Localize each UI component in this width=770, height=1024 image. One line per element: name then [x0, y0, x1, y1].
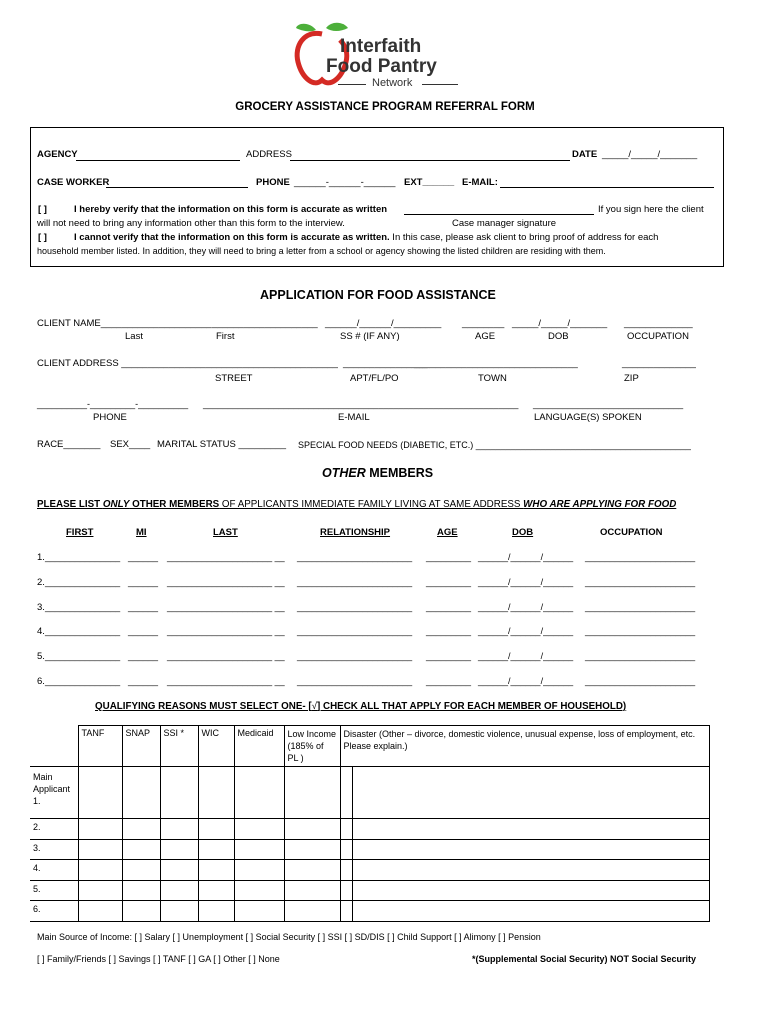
qual-row-label: Main Applicant 1. — [30, 767, 78, 819]
email-input[interactable] — [500, 187, 714, 188]
caption-last: Last — [125, 331, 143, 342]
qual-checkbox-cell[interactable] — [78, 767, 122, 819]
member-last-input[interactable]: _____________________ __ — [167, 676, 285, 686]
qual-checkbox-cell[interactable] — [78, 880, 122, 901]
income-source-line[interactable]: Main Source of Income: [ ] Salary [ ] Unemployment [ ] Social Security [ ] SSI [ ] SD/DIS [ ] Child Support [ ] Alimony [ ] Pension — [37, 932, 541, 942]
other-income-line[interactable]: [ ] Family/Friends [ ] Savings [ ] TANF [ ] GA [ ] Other [ ] None — [37, 954, 280, 964]
cannot-verify-statement: I cannot verify that the information on this form is accurate as written. In this case, please ask client to bring proof of address for each — [74, 232, 659, 243]
member-mi-input[interactable]: ______ — [128, 651, 159, 662]
member-occupation-input[interactable]: ______________________ — [585, 601, 696, 612]
qual-checkbox-cell[interactable] — [78, 860, 122, 881]
col-age: AGE — [437, 527, 458, 538]
qual-row — [30, 819, 710, 840]
member-last-input[interactable]: _____________________ __ — [167, 651, 285, 662]
member-first-input[interactable]: _______________ — [45, 676, 121, 686]
qual-checkbox-cell[interactable] — [122, 819, 160, 840]
member-relationship-input[interactable]: _______________________ — [297, 626, 413, 637]
member-last-input[interactable]: _____________________ __ — [167, 601, 285, 612]
member-occupation-input[interactable]: ______________________ — [585, 626, 696, 637]
ssi-footnote: *(Supplemental Social Security) NOT Social Security — [472, 954, 697, 964]
qual-checkbox-cell[interactable] — [352, 880, 710, 901]
qual-checkbox-cell[interactable] — [198, 880, 234, 901]
qual-checkbox-cell[interactable] — [340, 819, 352, 840]
member-row-number: 4. — [37, 626, 45, 638]
signature-input[interactable] — [404, 214, 594, 215]
logo — [292, 20, 472, 92]
client-phone-input[interactable]: __________-_________-__________ — [37, 399, 189, 409]
member-mi-input[interactable]: ______ — [128, 676, 159, 686]
member-dob-input[interactable]: ______/______/______ — [478, 552, 574, 562]
phone-input[interactable]: ______-______-______ — [294, 177, 396, 188]
member-dob-input[interactable]: ______/______/______ — [478, 676, 574, 686]
qual-checkbox-cell[interactable] — [340, 767, 352, 819]
member-dob-input[interactable]: ______/______/______ — [478, 651, 574, 662]
qual-row — [30, 839, 710, 860]
caption-town: TOWN — [478, 373, 507, 384]
qual-checkbox-cell[interactable] — [284, 880, 340, 901]
qual-checkbox-cell[interactable] — [234, 860, 284, 881]
qual-checkbox-cell[interactable] — [284, 819, 340, 840]
qual-checkbox-cell[interactable] — [160, 839, 198, 860]
caption-ssn: SS # (IF ANY) — [340, 331, 400, 342]
qual-row — [30, 767, 710, 819]
signature-caption: Case manager signature — [452, 218, 557, 229]
member-row-number: 6. — [37, 676, 45, 687]
col-relationship: RELATIONSHIP — [320, 527, 391, 538]
caption-street: STREET — [215, 373, 253, 384]
caption-dob: DOB — [548, 331, 569, 342]
col-mi: MI — [136, 527, 147, 538]
caption-apt: APT/FL/PO — [350, 373, 399, 384]
qual-header-low-income: Low Income (185% of PL ) — [284, 726, 340, 767]
address-label: ADDRESS — [246, 149, 292, 160]
member-last-input[interactable]: _____________________ __ — [167, 626, 285, 637]
qual-header-blank — [30, 726, 78, 767]
date-input[interactable]: _____/_____/_______ — [602, 149, 698, 160]
cannot-verify-line2: household member listed. In addition, they will need to bring a letter from a school or agency showing the listed children are residing with them. — [37, 246, 606, 256]
qual-checkbox-cell[interactable] — [352, 860, 710, 881]
member-relationship-input[interactable]: _______________________ — [297, 601, 413, 612]
caption-age: AGE — [475, 331, 496, 342]
org-name-divider-left — [338, 84, 366, 85]
qual-checkbox-cell[interactable] — [284, 767, 340, 819]
member-relationship-input[interactable]: _______________________ — [297, 552, 413, 562]
member-dob-input[interactable]: ______/______/______ — [478, 601, 574, 612]
qual-row — [30, 901, 710, 922]
member-occupation-input[interactable]: ______________________ — [585, 552, 696, 562]
member-age-input[interactable]: _________ — [426, 651, 472, 662]
qual-checkbox-cell[interactable] — [284, 839, 340, 860]
zip-input[interactable]: ______________ — [622, 358, 696, 369]
qual-checkbox-cell[interactable] — [198, 860, 234, 881]
qual-header-wic: WIC — [198, 726, 234, 767]
member-age-input[interactable]: _________ — [426, 676, 472, 686]
member-row-number: 3. — [37, 601, 45, 613]
qual-row-label: 6. — [30, 901, 78, 922]
member-relationship-input[interactable]: _______________________ — [297, 576, 413, 587]
client-address-input[interactable]: CLIENT ADDRESS _________________________________________ — [37, 358, 338, 369]
qual-checkbox-cell[interactable] — [198, 767, 234, 819]
member-row-number: 2. — [37, 576, 45, 588]
qual-checkbox-cell[interactable] — [122, 880, 160, 901]
occupation-input[interactable]: _____________ — [624, 318, 693, 329]
qual-checkbox-cell[interactable] — [234, 767, 284, 819]
col-dob: DOB — [512, 527, 534, 538]
qual-checkbox-cell[interactable] — [234, 880, 284, 901]
member-relationship-input[interactable]: _______________________ — [297, 676, 413, 686]
qual-checkbox-cell[interactable] — [234, 901, 284, 922]
member-occupation-input[interactable]: ______________________ — [585, 651, 696, 662]
client-name-input[interactable]: CLIENT NAME_____________________ — [37, 318, 212, 329]
verify-line2: will not need to bring any information other than this form to the interview. — [37, 218, 345, 229]
application-title: APPLICATION FOR FOOD ASSISTANCE — [260, 288, 496, 302]
qual-row — [30, 860, 710, 881]
org-name-line3: Network — [372, 77, 413, 89]
qual-checkbox-cell[interactable] — [234, 839, 284, 860]
member-occupation-input[interactable]: ______________________ — [585, 576, 696, 587]
date-label: DATE — [572, 149, 598, 160]
member-row-number: 5. — [37, 651, 45, 663]
qual-checkbox-cell[interactable] — [352, 819, 710, 840]
qual-checkbox-cell[interactable] — [160, 901, 198, 922]
member-relationship-input[interactable]: _______________________ — [297, 651, 413, 662]
member-age-input[interactable]: _________ — [426, 552, 472, 562]
qual-checkbox-cell[interactable] — [160, 819, 198, 840]
qual-checkbox-cell[interactable] — [78, 819, 122, 840]
ext-input[interactable]: EXT______ — [404, 177, 455, 188]
town-input[interactable]: _______________________________ — [414, 358, 578, 369]
qual-header-medicaid: Medicaid — [234, 726, 284, 767]
sex-input[interactable]: SEX____ — [110, 439, 151, 450]
members-title: OTHER MEMBERS — [322, 466, 434, 480]
qual-checkbox-cell[interactable] — [122, 860, 160, 881]
cannot-verify-checkbox[interactable]: [ ] — [38, 232, 47, 243]
qual-checkbox-cell[interactable] — [352, 901, 710, 922]
member-dob-input[interactable]: ______/______/______ — [478, 576, 574, 587]
qual-checkbox-cell[interactable] — [352, 767, 710, 819]
qual-checkbox-cell[interactable] — [78, 901, 122, 922]
qual-checkbox-cell[interactable] — [340, 901, 352, 922]
member-first-input[interactable]: _______________ — [45, 576, 121, 587]
caption-occupation: OCCUPATION — [627, 331, 689, 342]
form-title: GROCERY ASSISTANCE PROGRAM REFERRAL FORM — [235, 101, 535, 113]
qual-checkbox-cell[interactable] — [340, 860, 352, 881]
email-label: E-MAIL: — [462, 177, 498, 188]
member-dob-input[interactable]: ______/______/______ — [478, 626, 574, 637]
qual-checkbox-cell[interactable] — [198, 839, 234, 860]
dob-input[interactable]: _____/_____/_______ — [512, 318, 608, 329]
case-worker-label: CASE WORKER — [37, 177, 110, 188]
qual-checkbox-cell[interactable] — [160, 767, 198, 819]
org-name-line2: Food Pantry — [326, 56, 437, 77]
qual-checkbox-cell[interactable] — [340, 880, 352, 901]
address-input[interactable] — [290, 160, 570, 161]
qual-checkbox-cell[interactable] — [284, 860, 340, 881]
special-food-needs-input[interactable]: SPECIAL FOOD NEEDS (DIABETIC, ETC.) ___________________________________________ — [298, 440, 691, 450]
member-last-input[interactable]: _____________________ __ — [167, 552, 285, 562]
member-mi-input[interactable]: ______ — [128, 552, 159, 562]
qualifying-table — [30, 725, 710, 922]
phone-label: PHONE — [256, 177, 290, 188]
member-mi-input[interactable]: ______ — [128, 626, 159, 637]
qualifying-title: QUALIFYING REASONS MUST SELECT ONE- [√] CHECK ALL THAT APPLY FOR EACH MEMBER OF HOUSEHOLD) — [95, 701, 627, 712]
qual-checkbox-cell[interactable] — [198, 819, 234, 840]
caption-first: First — [216, 331, 235, 342]
qual-row-label: 3. — [30, 839, 78, 860]
member-last-input[interactable]: _____________________ __ — [167, 576, 285, 587]
qual-checkbox-cell[interactable] — [78, 839, 122, 860]
qual-checkbox-cell[interactable] — [234, 819, 284, 840]
org-name-line1: Interfaith — [340, 36, 422, 57]
agency-input[interactable] — [76, 160, 240, 161]
caption-email: E-MAIL — [338, 412, 370, 423]
caption-phone: PHONE — [93, 412, 127, 423]
member-first-input[interactable]: _______________ — [45, 651, 121, 662]
qual-checkbox-cell[interactable] — [340, 839, 352, 860]
apt-input[interactable]: ________________ — [343, 358, 428, 369]
qual-checkbox-cell[interactable] — [122, 767, 160, 819]
qual-header-snap: SNAP — [122, 726, 160, 767]
member-age-input[interactable]: _________ — [426, 626, 472, 637]
qual-header-tanf: TANF — [78, 726, 122, 767]
member-age-input[interactable]: _________ — [426, 576, 472, 587]
qual-row-label: 4. — [30, 860, 78, 881]
qual-checkbox-cell[interactable] — [284, 901, 340, 922]
member-row-number: 1. — [37, 552, 45, 563]
qual-header-disaster: Disaster (Other – divorce, domestic violence, unusual expense, loss of employment, etc. Please explain.) — [340, 726, 710, 767]
qual-checkbox-cell[interactable] — [198, 901, 234, 922]
org-name-divider-right — [422, 84, 458, 85]
verify-statement: I hereby verify that the information on this form is accurate as written — [74, 204, 388, 215]
col-last: LAST — [213, 527, 238, 538]
qual-checkbox-cell[interactable] — [122, 901, 160, 922]
col-occupation: OCCUPATION — [600, 527, 663, 538]
qual-checkbox-cell[interactable] — [160, 880, 198, 901]
age-input[interactable]: ________ — [462, 318, 505, 329]
qual-checkbox-cell[interactable] — [160, 860, 198, 881]
member-first-input[interactable]: _______________ — [45, 552, 121, 562]
member-mi-input[interactable]: ______ — [128, 576, 159, 587]
verify-checkbox[interactable]: [ ] — [38, 204, 47, 215]
qual-checkbox-cell[interactable] — [352, 839, 710, 860]
member-mi-input[interactable]: ______ — [128, 601, 159, 612]
verify-tail: If you sign here the client — [598, 204, 704, 215]
col-first: FIRST — [66, 527, 94, 538]
caption-language: LANGUAGE(S) SPOKEN — [534, 412, 642, 423]
first-name-input[interactable]: ____________________ — [212, 318, 318, 329]
member-first-input[interactable]: _______________ — [45, 626, 121, 637]
agency-label: AGENCY — [37, 149, 78, 160]
member-age-input[interactable]: _________ — [426, 601, 472, 612]
qual-row-label: 2. — [30, 819, 78, 840]
caption-zip: ZIP — [624, 373, 639, 384]
client-email-input[interactable]: _______________________________________________________________ — [203, 399, 519, 409]
member-occupation-input[interactable]: ______________________ — [585, 676, 696, 686]
qual-row-label: 5. — [30, 880, 78, 901]
members-instructions: PLEASE LIST ONLY OTHER MEMBERS OF APPLICANTS IMMEDIATE FAMILY LIVING AT SAME ADDRESS WHO ARE APPLYING FOR FOOD — [37, 499, 677, 510]
qual-row — [30, 880, 710, 901]
race-input[interactable]: RACE_______ — [37, 439, 101, 450]
language-input[interactable]: ______________________________ — [533, 399, 684, 409]
ssn-input[interactable]: ______/______/_________ — [325, 318, 442, 329]
case-worker-input[interactable] — [106, 187, 248, 188]
qual-header-ssi: SSI * — [160, 726, 198, 767]
member-first-input[interactable]: _______________ — [45, 601, 121, 612]
qual-checkbox-cell[interactable] — [122, 839, 160, 860]
marital-status-input[interactable]: MARITAL STATUS _________ — [157, 439, 287, 450]
